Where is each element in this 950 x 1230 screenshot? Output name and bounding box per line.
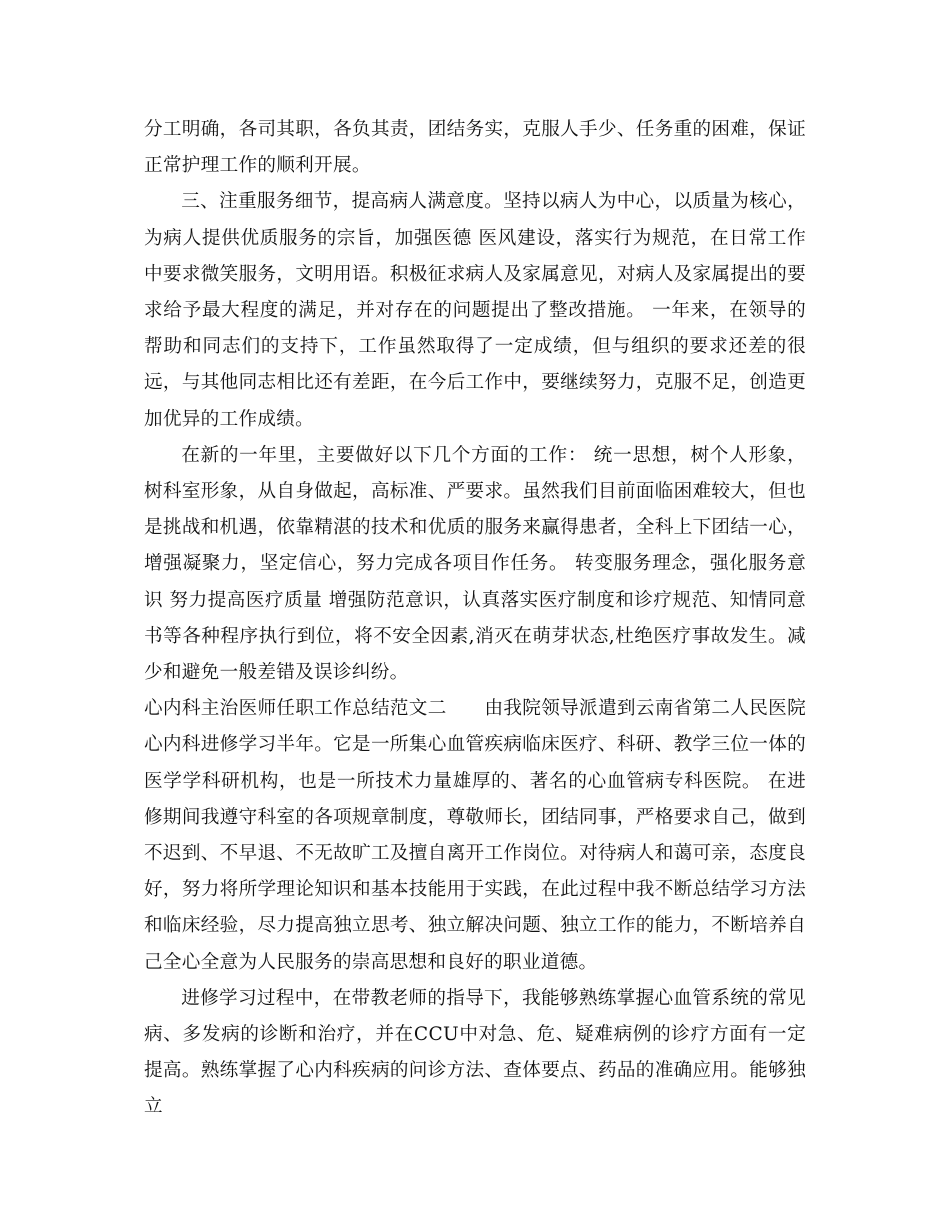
paragraph-4: 心内科主治医师任职工作总结范文二 由我院领导派遣到云南省第二人民医院心内科进修学习半年。它是一所集心血管疾病临床医疗、科研、教学三位一体的医学学科研机构，也是一所技术力量雄厚的、著名的心血管病专科医院。 在进修期间我遵守科室的各项规章制度，尊敬师长，团结同事，严格要求自己，做到不迟到、不早退、不无故旷工及擅自离开工作岗位。对待病人和蔼可亲，态度良好，努力将所学理论知识和基本技能用于实践，在此过程中我不断总结学习方法和临床经验，尽力提高独立思考、独立解决问题、独立工作的能力，不断培养自己全心全意为人民服务的崇高思想和良好的职业道德。 — [144, 698, 806, 973]
document-page — [144, 112, 806, 1126]
paragraph-1: 分工明确，各司其职，各负其责，团结务实，克服人手少、任务重的困难，保证正常护理工作的顺利开展。 — [144, 119, 806, 177]
paragraph-3: 在新的一年里，主要做好以下几个方面的工作： 统一思想，树个人形象，树科室形象，从自身做起，高标准、严要求。虽然我们目前面临困难较大，但也是挑战和机遇，依靠精湛的技术和优质的服务来赢得患者，全科上下团结一心，增强凝聚力，坚定信心，努力完成各项目作任务。 转变服务理念，强化服务意识 努力提高医疗质量 增强防范意识，认真落实医疗制度和诊疗规范、知情同意书等各种程序执行到位，将不安全因素,消灭在萌芽状态,杜绝医疗事故发生。减少和避免一般差错及误诊纠纷。 — [144, 444, 806, 684]
paragraph-5: 进修学习过程中，在带教老师的指导下，我能够熟练掌握心血管系统的常见病、多发病的诊断和治疗，并在CCU中对急、危、疑难病例的诊疗方面有一定提高。熟练掌握了心内科疾病的问诊方法、查体要点、药品的准确应用。能够独立 — [144, 987, 806, 1118]
paragraph-2: 三、注重服务细节，提高病人满意度。坚持以病人为中心，以质量为核心，为病人提供优质服务的宗旨，加强医德 医风建设，落实行为规范，在日常工作中要求微笑服务，文明用语。积极征求病人及家属意见，对病人及家属提出的要求给予最大程度的满足，并对存在的问题提出了整改措施。 一年来，在领导的帮助和同志们的支持下，工作虽然取得了一定成绩，但与组织的要求还差的很远，与其他同志相比还有差距，在今后工作中，要继续努力，克服不足，创造更加优异的工作成绩。 — [144, 191, 806, 430]
